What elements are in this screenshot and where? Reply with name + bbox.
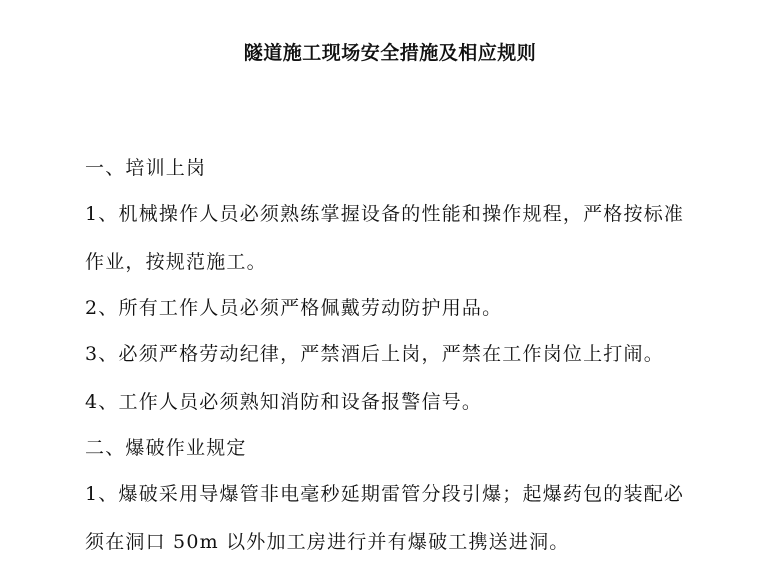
paragraph-line: 2、所有工作人员必须严格佩戴劳动防护用品。 bbox=[85, 297, 503, 319]
document-title: 隧道施工现场安全措施及相应规则 bbox=[243, 42, 537, 64]
paragraph-line: 1、机械操作人员必须熟练掌握设备的性能和操作规程，严格按标准 bbox=[85, 203, 685, 225]
paragraph-line: 作业，按规范施工。 bbox=[85, 251, 267, 273]
paragraph-line: 须在洞口 50m 以外加工房进行并有爆破工携送进洞。 bbox=[85, 531, 570, 553]
paragraph-line: 4、工作人员必须熟知消防和设备报警信号。 bbox=[85, 391, 483, 413]
section-heading-training: 一、培训上岗 bbox=[85, 157, 207, 179]
paragraph-line: 3、必须严格劳动纪律，严禁酒后上岗，严禁在工作岗位上打闹。 bbox=[85, 343, 664, 365]
paragraph-line: 1、爆破采用导爆管非电毫秒延期雷管分段引爆；起爆药包的装配必 bbox=[85, 483, 685, 505]
section-heading-blasting: 二、爆破作业规定 bbox=[85, 437, 247, 459]
